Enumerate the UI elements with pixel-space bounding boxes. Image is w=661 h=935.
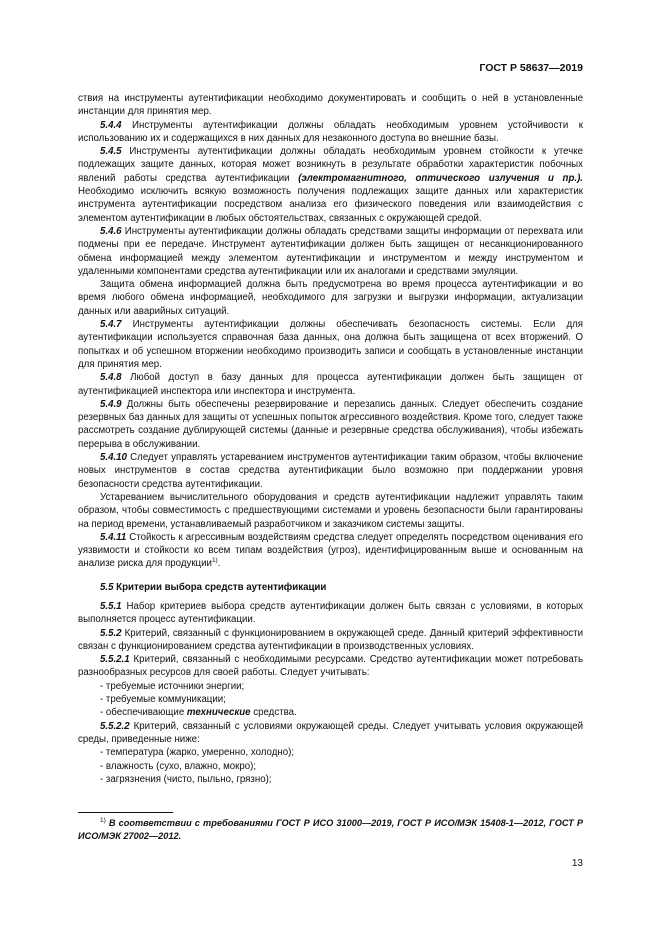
section-heading: [100, 581, 583, 594]
footnote-mark: 1): [100, 817, 106, 824]
paragraph-5-4-11: [78, 531, 583, 571]
clause-number: 5.5.2.2: [100, 720, 130, 732]
paragraph-text: Следует управлять устареванием инструментов аутентификации таким образом, чтобы включение новых инструментов в состав средства аутентификации было возможно при поддержании уровня безопасности средства аутентификации.: [78, 452, 583, 490]
clause-number: 5.4.4: [100, 119, 122, 131]
clause-number: 5.4.10: [100, 452, 127, 464]
footnote-divider: [78, 812, 173, 813]
paragraph-text: .: [217, 558, 221, 570]
paragraph-5-5-2-2: [78, 720, 583, 747]
paragraph-text: Инструменты аутентификации должны обладать необходимым уровнем устойчивости к использованию их и содержащихся в них данных для незаконного доступа во внешние базы.: [78, 119, 583, 144]
paragraph-text: Должны быть обеспечены резервирование и перезапись данных. Следует обеспечить создание резервных баз данных для защиты от успешных попыток агрессивного воздействия. Кроме того, следует также рассмотреть создание дублирующей системы (данные и резервные средства обслуживания), чтобы избежать перерыва в обслуживании.: [78, 398, 583, 450]
paragraph-5-4-5: [78, 145, 583, 225]
paragraph-text: Критерий, связанный с необходимыми ресурсами. Средство аутентификации может потребовать разнообразных ресурсов для своей работы. Следует учитывать:: [78, 654, 583, 679]
footnote-ref: 1): [211, 557, 218, 565]
list-item: [100, 706, 583, 719]
list-item-text: - обеспечивающие: [100, 707, 187, 719]
paragraph-text: Инструменты аутентификации должны обладать средствами защиты информации от перехвата или подмены при ее передаче. Инструмент аутентификации должен быть защищен от несанкционированного обмена информацией между элементом аутентификации и инструментом и между инструментом и удаленными компонентами средства аутентификации или их аналогами и средствами эмуляции.: [78, 225, 583, 277]
paragraph-5-4-10: [78, 451, 583, 491]
emphasis-text: (электромагнитного, оптического излучения и пр.).: [298, 172, 583, 184]
paragraph-text: Инструменты аутентификации должны обеспечивать безопасность системы. Если для аутентификации используется справочная база данных, она должна быть защищена от всех вторжений. О попытках и об успешном вторжении необходимо производить записи и сообщать в установленные инстанции для принятия мер.: [78, 319, 583, 370]
clause-number: 5.4.6: [100, 225, 122, 237]
footnote: [78, 817, 583, 842]
paragraph-5-4-9: [78, 398, 583, 451]
paragraph: ствия на инструменты аутентификации необходимо документировать и сообщить о ней в установленные инстанции для принятия мер.: [78, 93, 583, 118]
paragraph: Устареванием вычислительного оборудования и средств аутентификации надлежит управлять таким образом, чтобы совместимость с предшествующими системами и уровень безопасности были гарантированы на период времени, устанавливаемый разработчиком и заказчиком системы защиты.: [78, 491, 583, 530]
paragraph-5-4-6: [78, 225, 583, 278]
list-item: - требуемые коммуникации;: [100, 694, 226, 706]
paragraph-text: Любой доступ в базу данных для процесса аутентификации должен быть защищен от аутентификацией инспектора или инспектора и инструмента.: [78, 372, 583, 397]
section-title: Критерии выбора средств аутентификации: [113, 581, 327, 593]
clause-number: 5.4.11: [100, 531, 127, 543]
clause-number: 5.4.7: [100, 319, 122, 331]
list-item: - загрязнения (чисто, пыльно, грязно);: [100, 773, 272, 785]
section-number: 5.5: [100, 581, 114, 593]
page-body: [78, 92, 583, 786]
paragraph-5-5-2: [78, 627, 583, 654]
paragraph-5-4-7: [78, 318, 583, 371]
paragraph-5-5-1: [78, 600, 583, 627]
paragraph: Защита обмена информацией должна быть предусмотрена во время процесса аутентификации и во время любого обмена информацией, необходимого для загрузки и выгрузки информации, актуализации данных или аварийных ситуаций.: [78, 279, 583, 317]
clause-number: 5.4.8: [100, 372, 122, 384]
paragraph-text: Необходимо исключить всякую возможность получения подлежащих защите данных или характеристик инструмента аутентификации посредством анализа его физического поведения или взаимодействия с элементом аутентификации в любых обстоятельствах, связанных с окружающей средой.: [78, 186, 583, 224]
paragraph-text: Критерий, связанный с функционированием в окружающей среде. Данный критерий эффективности связан с функционированием средства аутентификации в производственных условиях.: [78, 627, 583, 652]
clause-number: 5.5.1: [100, 600, 122, 612]
clause-number: 5.4.9: [100, 398, 122, 410]
footnote-text: В соответствии с требованиями ГОСТ Р ИСО 31000—2019, ГОСТ Р ИСО/МЭК 15408-1—2012, ГОСТ Р ИСО/МЭК 27002—2012.: [78, 818, 583, 841]
clause-number: 5.5.2: [100, 627, 122, 639]
paragraph-text: Стойкость к агрессивным воздействиям средства следует определять посредством оценивания его уязвимости и стойкости ко всем типам воздействия (угроз), идентифицированным выше и основанным на анализе риска для продукции: [78, 531, 583, 570]
document-code: ГОСТ Р 58637—2019: [479, 62, 583, 74]
paragraph-text: Инструменты аутентификации должны обладать необходимым уровнем стойкости к утечке подлежащих защите данных, которая может возникнуть в результате обработки характеристик побочных явлений работы средства аутентификации: [78, 146, 583, 184]
list-item: - требуемые источники энергии;: [100, 680, 245, 692]
clause-number: 5.4.5: [100, 146, 122, 158]
emphasis-text: технические: [186, 707, 251, 719]
paragraph-5-4-4: [78, 119, 583, 146]
paragraph-text: Набор критериев выбора средств аутентификации должен быть связан с условиями, в которых выполняется процесс аутентификации.: [78, 600, 583, 626]
list-item-text: средства.: [250, 707, 297, 719]
list-item: - влажность (сухо, влажно, мокро);: [100, 760, 257, 772]
clause-number: 5.5.2.1: [100, 654, 130, 666]
paragraph-text: Критерий, связанный с условиями окружающей среды. Следует учитывать условия окружающей среды, приведенные ниже:: [78, 720, 583, 745]
list-item: - температура (жарко, умеренно, холодно);: [100, 747, 295, 759]
paragraph-5-4-8: [78, 371, 583, 398]
paragraph-5-5-2-1: [78, 653, 583, 680]
page-number: 13: [571, 858, 583, 869]
